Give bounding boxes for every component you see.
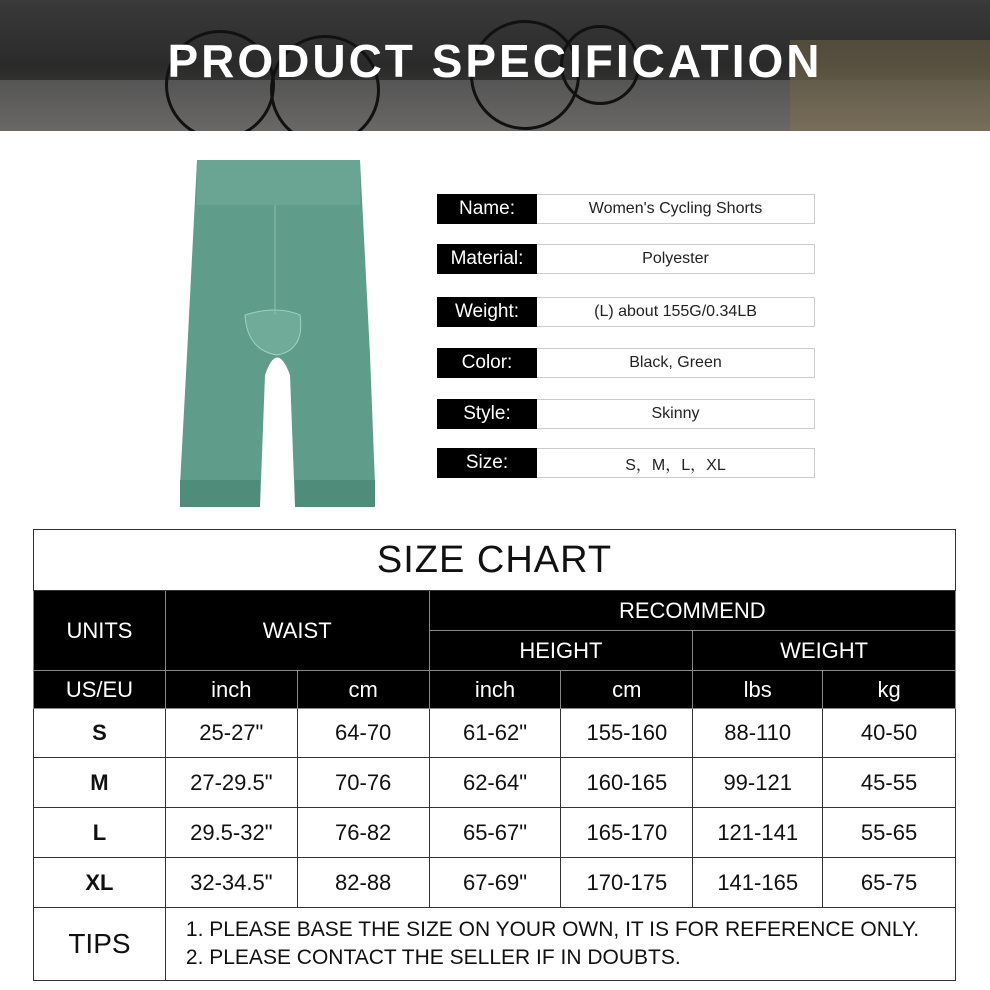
tip-2: 2. PLEASE CONTACT THE SELLER IF IN DOUBTS. xyxy=(185,946,681,969)
table-cell: 121-141 xyxy=(693,808,823,858)
subheader: inch xyxy=(165,671,297,709)
spec-label: Material: xyxy=(437,244,537,274)
header-recommend: RECOMMEND xyxy=(429,591,955,631)
table-cell: 165-170 xyxy=(561,808,693,858)
spec-label: Weight: xyxy=(437,297,537,327)
table-cell: 88-110 xyxy=(693,709,823,758)
subheader: inch xyxy=(429,671,561,709)
spec-label: Size: xyxy=(437,448,537,478)
spec-label: Color: xyxy=(437,348,537,378)
subheader: cm xyxy=(297,671,429,709)
subheader: lbs xyxy=(693,671,823,709)
table-cell: 45-55 xyxy=(823,758,956,808)
size-label: M xyxy=(34,758,166,808)
table-row xyxy=(34,758,956,808)
size-chart-title: SIZE CHART xyxy=(34,530,956,591)
spec-label: Style: xyxy=(437,399,537,429)
tip-1: 1. PLEASE BASE THE SIZE ON YOUR OWN, IT IS FOR REFERENCE ONLY. xyxy=(185,918,920,941)
spec-row-size xyxy=(437,448,815,478)
spec-label: Name: xyxy=(437,194,537,224)
table-cell: 99-121 xyxy=(693,758,823,808)
spec-row-style xyxy=(437,399,815,429)
header-units: UNITS xyxy=(34,591,166,671)
spec-value: Women's Cycling Shorts xyxy=(537,194,815,224)
table-row xyxy=(34,858,956,908)
subheader: US/EU xyxy=(34,671,166,709)
subheader: kg xyxy=(823,671,956,709)
banner xyxy=(0,0,990,131)
table-cell: 141-165 xyxy=(693,858,823,908)
banner-title: PRODUCT SPECIFICATION xyxy=(167,35,823,87)
table-cell: 40-50 xyxy=(823,709,956,758)
size-label: XL xyxy=(34,858,166,908)
size-label: S xyxy=(34,709,166,758)
spec-value: S，M，L，XL xyxy=(537,448,815,478)
size-chart xyxy=(33,529,956,981)
table-cell: 64-70 xyxy=(297,709,429,758)
table-cell: 82-88 xyxy=(297,858,429,908)
table-cell: 29.5-32" xyxy=(165,808,297,858)
subheader: cm xyxy=(561,671,693,709)
table-row xyxy=(34,709,956,758)
tips-label: TIPS xyxy=(34,908,166,981)
spec-value: (L) about 155G/0.34LB xyxy=(537,297,815,327)
spec-row-color xyxy=(437,348,815,378)
table-cell: 27-29.5" xyxy=(165,758,297,808)
table-cell: 25-27" xyxy=(165,709,297,758)
header-waist: WAIST xyxy=(165,591,429,671)
spec-row-name xyxy=(437,194,815,224)
table-cell: 76-82 xyxy=(297,808,429,858)
table-cell: 70-76 xyxy=(297,758,429,808)
table-cell: 61-62" xyxy=(429,709,561,758)
table-cell: 65-75 xyxy=(823,858,956,908)
tips-content xyxy=(165,908,955,981)
spec-value: Black, Green xyxy=(537,348,815,378)
size-label: L xyxy=(34,808,166,858)
cycling-shorts-image xyxy=(165,155,390,510)
spec-row-material xyxy=(437,244,815,274)
spec-value: Polyester xyxy=(537,244,815,274)
header-height: HEIGHT xyxy=(429,631,693,671)
table-cell: 32-34.5" xyxy=(165,858,297,908)
table-row xyxy=(34,808,956,858)
table-cell: 160-165 xyxy=(561,758,693,808)
spec-value: Skinny xyxy=(537,399,815,429)
table-cell: 65-67" xyxy=(429,808,561,858)
spec-row-weight xyxy=(437,297,815,327)
table-cell: 55-65 xyxy=(823,808,956,858)
table-cell: 62-64" xyxy=(429,758,561,808)
table-cell: 170-175 xyxy=(561,858,693,908)
table-cell: 155-160 xyxy=(561,709,693,758)
table-cell: 67-69" xyxy=(429,858,561,908)
header-weight: WEIGHT xyxy=(693,631,956,671)
